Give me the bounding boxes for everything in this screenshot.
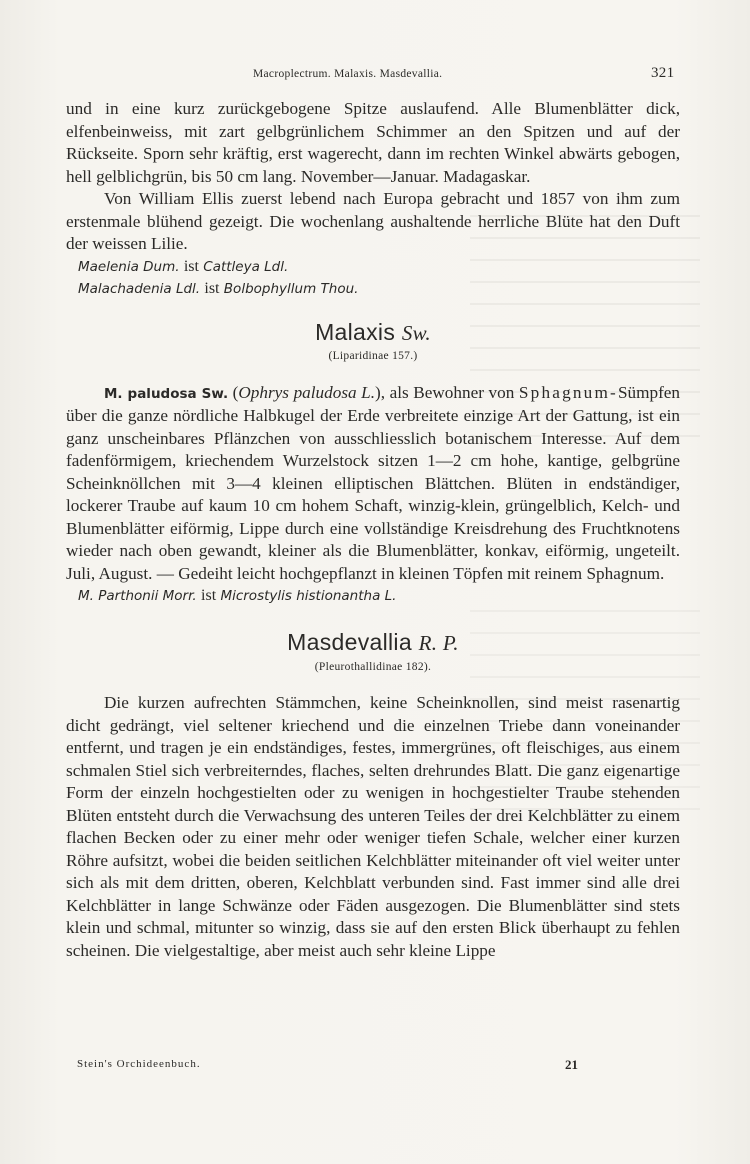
continuation-paragraph: und in eine kurz zurückgebogene Spitze auslaufend. Alle Blumenblätter dick, elfenbeinweiss, mit zart gelbgrünlichem Schimmer an den Spitzen und auf der Rückseite. Sporn sehr kräftig, erst wagerecht, dann im rechten Winkel abwärts gebogen, hell gelblichgrün, bis 50 cm lang. November—Januar. Madagaskar. [66,99,680,186]
species-name: M. paludosa Sw. [104,385,229,402]
page-number: 321 [651,65,675,81]
synonym-name: M. Parthonii Morr. [78,588,197,604]
genus-author: Sw. [401,320,431,345]
subtribe-reference: (Liparidinae 157.) [328,350,418,362]
species-text: Sümpfen über die ganze nördliche Halbkugel der Erde verbreitete einzige Art der Gattung, ist ein ganz unscheinbares Pflänzchen von ausschliesslich botanischem Interesse. Auf dem fadenförmigem, kriechendem Wurzelstock sitzen 1—2 cm hohe, kantige, gelbgrüne Scheinknöllchen mit 3—4 kleinen elliptischen Blättchen. Blüten in endständiger, lockerer Traube auf kaum 10 cm hohem Schaft, winzig-klein, grüngelblich, Kelch- und Blumenblätter eiförmig, Lippe durch eine vollständige Kreisdrehung des Fruchtknotens wieder nach oben gewandt, kleiner als die Blumenblätter, konkav, eiförmig, ungeteilt. Juli, August. — Gedeiht leicht hochgepflanzt in kleinen Töpfen mit reinem Sphagnum. [66,382,681,583]
synonym-target: Cattleya Ldl. [203,258,289,275]
book-title: Stein's Orchideenbuch. [77,1058,201,1070]
running-title: Macroplectrum. Malaxis. Masdevallia. [253,68,443,80]
subtribe-reference: (Pleurothallidinae 182). [314,660,432,673]
history-paragraph: Von William Ellis zuerst lebend nach Europa gebracht und 1857 von ihm zum erstenmale blühend gezeigt. Die wochenlang aushaltende herrliche Blüte hat den Duft der weissen Lilie. [66,189,680,253]
synonym-target: Microstylis histionantha L. [220,588,397,604]
synonym-name: Malachadenia Ldl. [78,280,201,297]
genus-author: R. P. [418,631,459,655]
synonym-ist: ist [204,279,220,297]
synonym-line [66,278,680,300]
spaced-word: Sphagnum- [518,382,618,402]
paren-close: ), [375,382,386,402]
species-paragraph [66,382,680,586]
genus-heading-malaxis [66,318,680,345]
genus-heading-masdevallia [66,631,680,655]
genus-name: Masdevallia [287,629,412,655]
genus-name: Malaxis [315,318,396,345]
paren-open: ( [232,382,239,402]
species-synonym: Ophrys paludosa L. [238,382,376,402]
synonym-ist: ist [183,257,199,275]
species-text: als Bewohner von [389,382,515,402]
synonym-target: Bolbophyllum Thou. [223,280,359,297]
synonym-name: Maelenia Dum. [78,258,180,275]
synonym-line [66,585,680,607]
sheet-signature: 21 [565,1057,578,1072]
synonym-line [66,256,680,278]
page-body [66,98,680,962]
synonym-ist: ist [201,587,217,604]
genus-description: Die kurzen aufrechten Stämmchen, keine Scheinknollen, sind meist rasenartig dicht gedrängt, viel seltener kriechend und die einzelnen Triebe dann voneinander entfernt, und tragen je ein endständiges, festes, immergrünes, oft fleischiges, aus einem schmalen Stiel sich verbreiterndes, flaches, selten drehrundes Blatt. Die ganz eigenartige Form der einzeln hochgestielten oder zu wenigen in hochgestielter Traube stehenden Blüten entsteht durch die Verwachsung des unteren Teiles der drei Kelchblätter zu einem flachen Becken oder zu einer mehr oder weniger tiefen Schale, welcher einer kurzen Röhre aufsitzt, wobei die beiden seitlichen Kelchblätter miteinander oft viel weiter unter sich als mit dem dritten, oberen, Kelchblatt verbunden sind. Fast immer sind alle drei Kelchblätter in lange Schwänze oder Fäden ausgezogen. Die Blumenblätter sind stets klein und schmal, mitunter so winzig, dass sie auf den ersten Blick überhaupt zu fehlen scheinen. Die vielgestaltige, aber meist auch sehr kleine Lippe [66,693,680,960]
